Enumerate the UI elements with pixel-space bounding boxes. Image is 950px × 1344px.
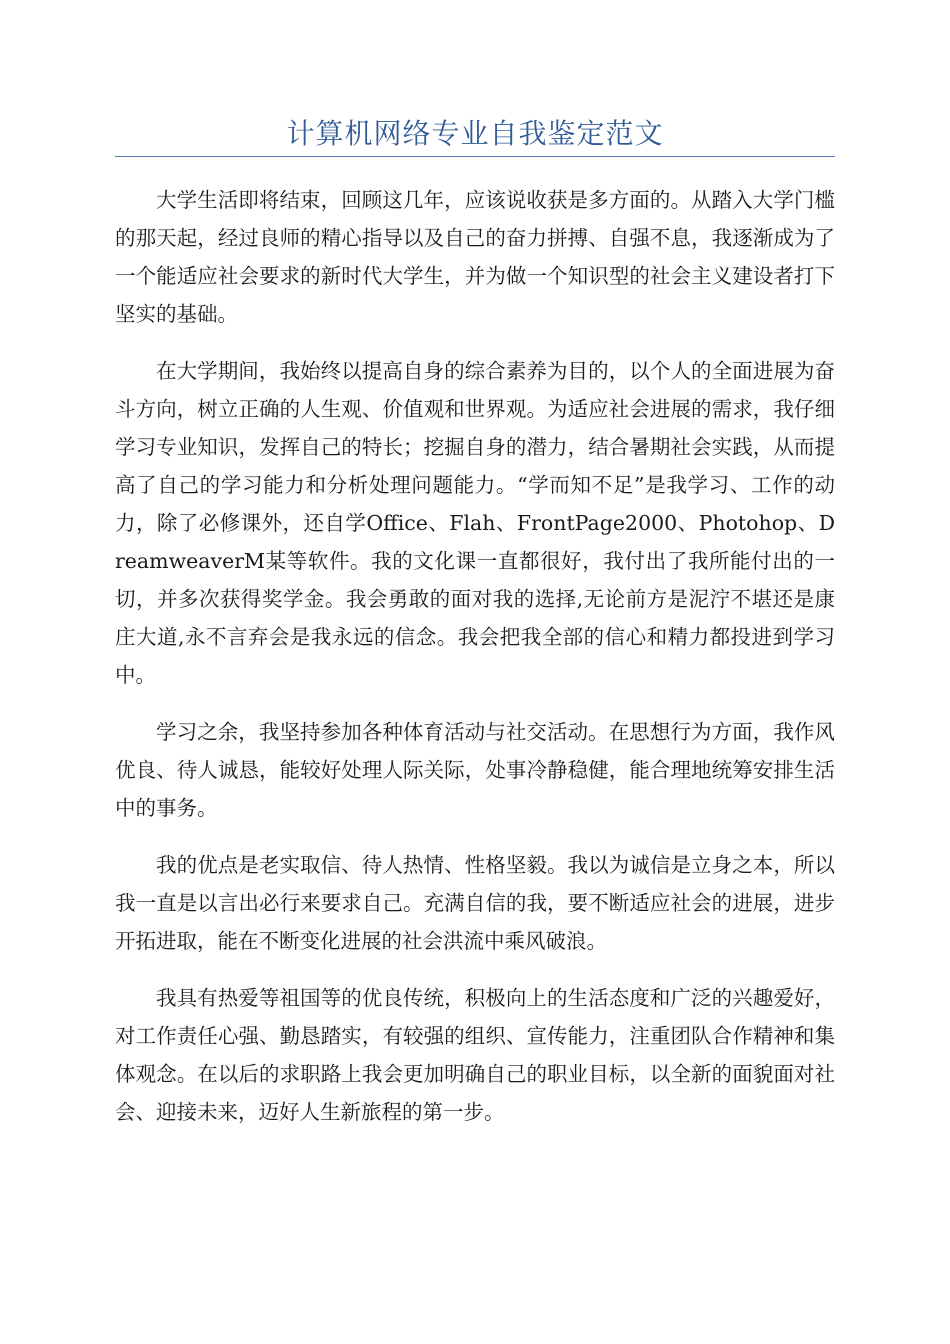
paragraph-5: 我具有热爱等祖国等的优良传统，积极向上的生活态度和广泛的兴趣爱好，对工作责任心强、勤恳踏实，有较强的组织、宣传能力，注重团队合作精神和集体观念。在以后的求职路上我会更加明确自己的职业目标，以全新的面貌面对社会、迎接未来，迈好人生新旅程的第一步。 [115, 986, 835, 1124]
document-page [115, 112, 835, 1150]
paragraph-1: 大学生活即将结束，回顾这几年，应该说收获是多方面的。从踏入大学门槛的那天起，经过良师的精心指导以及自己的奋力拼搏、自强不息，我逐渐成为了一个能适应社会要求的新时代大学生，并为做一个知识型的社会主义建设者打下坚实的基础。 [115, 188, 835, 326]
document-body [115, 181, 835, 1131]
paragraph-2: 在大学期间，我始终以提高自身的综合素养为目的，以个人的全面进展为奋斗方向，树立正确的人生观、价值观和世界观。为适应社会进展的需求，我仔细学习专业知识，发挥自己的特长；挖掘自身的潜力，结合暑期社会实践，从而提高了自己的学习能力和分析处理问题能力。“学而知不足”是我学习、工作的动力，除了必修课外，还自学Office、Flah、FrontPage2000、Photohop、DreamweaverM某等软件。我的文化课一直都很好，我付出了我所能付出的一切，并多次获得奖学金。我会勇敢的面对我的选择,无论前方是泥泞不堪还是康庄大道,永不言弃会是我永远的信念。我会把我全部的信心和精力都投进到学习中。 [115, 359, 835, 687]
document-title: 计算机网络专业自我鉴定范文 [286, 117, 664, 150]
paragraph-3: 学习之余，我坚持参加各种体育活动与社交活动。在思想行为方面，我作风优良、待人诚恳，能较好处理人际关际，处事冷静稳健，能合理地统筹安排生活中的事务。 [115, 720, 835, 820]
paragraph-4: 我的优点是老实取信、待人热情、性格坚毅。我以为诚信是立身之本，所以我一直是以言出必行来要求自己。充满自信的我，要不断适应社会的进展，进步开拓进取，能在不断变化进展的社会洪流中乘风破浪。 [115, 853, 835, 953]
title-underline [115, 156, 835, 157]
